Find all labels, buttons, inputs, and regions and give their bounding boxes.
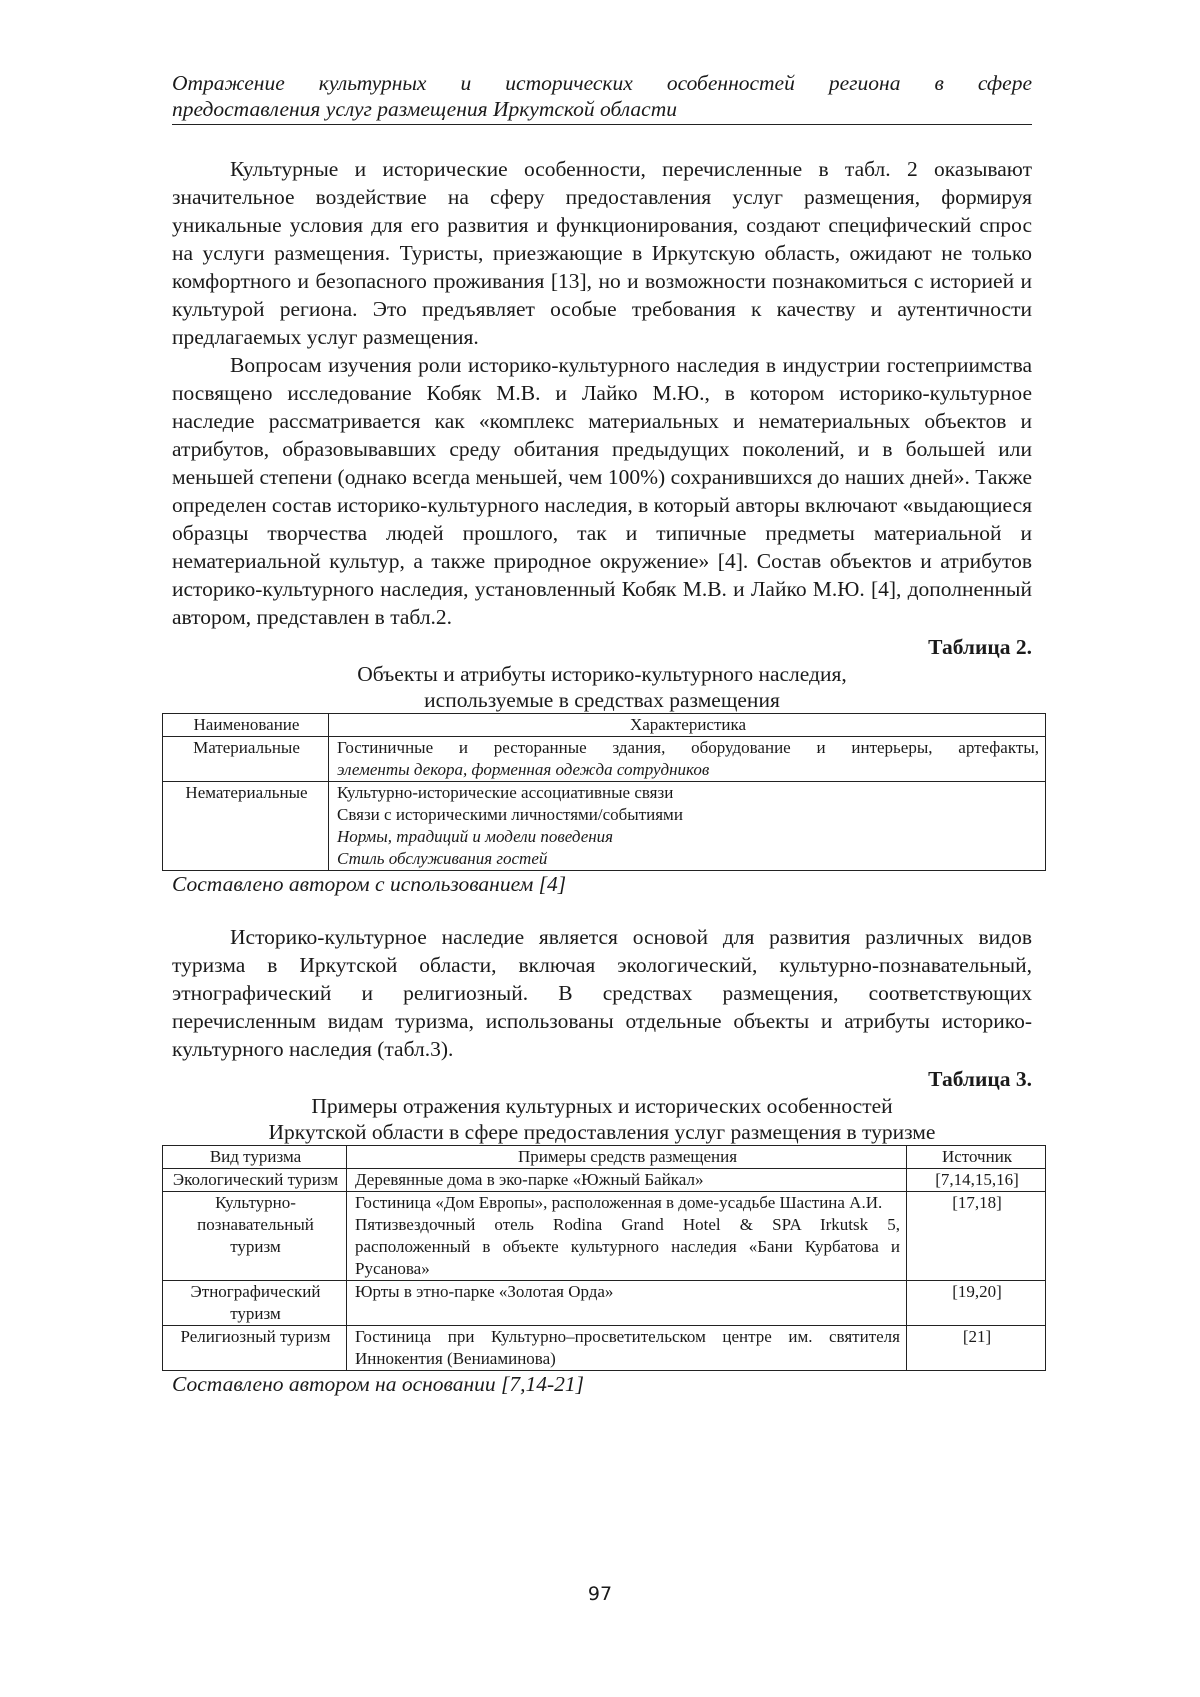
table-row [163, 1169, 1046, 1192]
table-cell-examples [347, 1281, 907, 1326]
characteristic-line: Связи с историческими личностями/событиями [337, 805, 683, 824]
table-3-caption [172, 1093, 1032, 1145]
table-2-caption-line-1: Объекты и атрибуты историко-культурного наследия, [357, 662, 847, 686]
paragraph-3: Историко-культурное наследие является основой для развития различных видов туризма в Иркутской области, включая экологический, культурно-познавательный, этнографический и религиозный. В средствах размещения, соответствующих перечисленным видам туризма, использованы отдельные объекты и атрибуты историко-культурного наследия (табл.3). [172, 925, 1032, 1061]
table-header-cell: Наименование [163, 714, 329, 737]
paragraph-1: Культурные и исторические особенности, перечисленные в табл. 2 оказывают значительное воздействие на сферу предоставления услуг размещения, формируя уникальные условия для его развития и функционирования, создают специфический спрос на услуги размещения. Туристы, приезжающие в Иркутскую область, ожидают не только комфортного и безопасного проживания [13], но и возможности познакомиться с историей и культурой региона. Это предъявляет особые требования к качеству и аутентичности предлагаемых услуг размещения. [172, 157, 1032, 349]
table-2-caption-line-2: используемые в средствах размещения [424, 688, 780, 712]
paragraph-2: Вопросам изучения роли историко-культурного наследия в индустрии гостеприимства посвящено исследование Кобяк М.В. и Лайко М.Ю., в котором историко-культурное наследие рассматривается как «комплекс материальных и нематериальных объектов и атрибутов, образовывавших среду обитания предыдущих поколений, и в большей или меньшей степени (однако всегда меньшей, чем 100%) сохранившихся до наших дней». Также определен состав историко-культурного наследия, в который авторы включают «выдающиеся образцы творчества людей прошлого, так и типичные предметы материальной и нематериальной культур, а также природное окружение» [4]. Состав объектов и атрибутов историко-культурного наследия, установленный Кобяк М.В. и Лайко М.Ю. [4], дополненный автором, представлен в табл.2. [172, 353, 1032, 629]
page-number: 97 [587, 1583, 613, 1605]
characteristic-line: Гостиничные и ресторанные здания, оборудование и интерьеры, артефакты, [337, 738, 1039, 757]
table-header-cell: Вид туризма [163, 1146, 347, 1169]
table-row [163, 737, 1046, 782]
example-item: Гостиница при Культурно–просветительском центре им. святителя Иннокентия (Вениаминова) [355, 1327, 900, 1368]
example-item: Гостиница «Дом Европы», расположенная в доме-усадьбе Шастина А.И. [355, 1193, 883, 1212]
table-2-caption [172, 661, 1032, 713]
table-3-caption-line-1: Примеры отражения культурных и исторических особенностей [311, 1094, 893, 1118]
table-header-row [163, 714, 1046, 737]
table-cell-source: [7,14,15,16] [907, 1169, 1046, 1192]
example-item: Пятизвездочный отель Rodina Grand Hotel & SPA Irkutsk 5, расположенный в объекте культурного наследия «Бани Курбатова и Русанова» [355, 1215, 900, 1278]
table-row [163, 1281, 1046, 1326]
table-cell-tourism-type: Этнографический туризм [163, 1281, 347, 1326]
table-header-cell: Характеристика [329, 714, 1046, 737]
table-cell-source: [17,18] [907, 1192, 1046, 1281]
page-content [172, 70, 1039, 1397]
table-cell-tourism-type: Экологический туризм [163, 1169, 347, 1192]
table-header-cell: Примеры средств размещения [347, 1146, 907, 1169]
table-row [163, 1326, 1046, 1371]
table-2 [162, 713, 1046, 871]
table-2-label: Таблица 2. [928, 635, 1032, 659]
table-2-source-note: Составлено автором с использованием [4] [172, 872, 567, 896]
table-cell-characteristic [329, 782, 1046, 871]
table-header-row [163, 1146, 1046, 1169]
table-header-cell: Источник [907, 1146, 1046, 1169]
example-item: Юрты в этно-парке «Золотая Орда» [355, 1282, 614, 1301]
characteristic-line: Стиль обслуживания гостей [337, 849, 548, 868]
table-3 [162, 1145, 1046, 1371]
table-3-source-note: Составлено автором на основании [7,14-21] [172, 1372, 585, 1396]
table-cell-source: [19,20] [907, 1281, 1046, 1326]
table-3-caption-line-2: Иркутской области в сфере предоставления услуг размещения в туризме [268, 1120, 936, 1144]
table-row [163, 1192, 1046, 1281]
table-cell-examples [347, 1169, 907, 1192]
table-cell-tourism-type: Религиозный туризм [163, 1326, 347, 1371]
table-cell-source: [21] [907, 1326, 1046, 1371]
table-cell-examples [347, 1326, 907, 1371]
characteristic-line: Культурно-исторические ассоциативные связи [337, 783, 674, 802]
table-cell-name: Нематериальные [163, 782, 329, 871]
table-row [163, 782, 1046, 871]
running-header-line-1: Отражение культурных и исторических особенностей региона в сфере [172, 71, 1032, 95]
table-cell-name: Материальные [163, 737, 329, 782]
table-cell-characteristic [329, 737, 1046, 782]
example-item: Деревянные дома в эко-парке «Южный Байкал» [355, 1170, 704, 1189]
running-header-line-2: предоставления услуг размещения Иркутской области [172, 97, 677, 121]
running-header [172, 70, 1032, 125]
characteristic-line: Нормы, традиций и модели поведения [337, 827, 614, 846]
characteristic-line: элементы декора, форменная одежда сотрудников [337, 760, 710, 779]
table-3-label: Таблица 3. [928, 1067, 1032, 1091]
table-cell-examples [347, 1192, 907, 1281]
table-cell-tourism-type: Культурно-познавательный туризм [163, 1192, 347, 1281]
